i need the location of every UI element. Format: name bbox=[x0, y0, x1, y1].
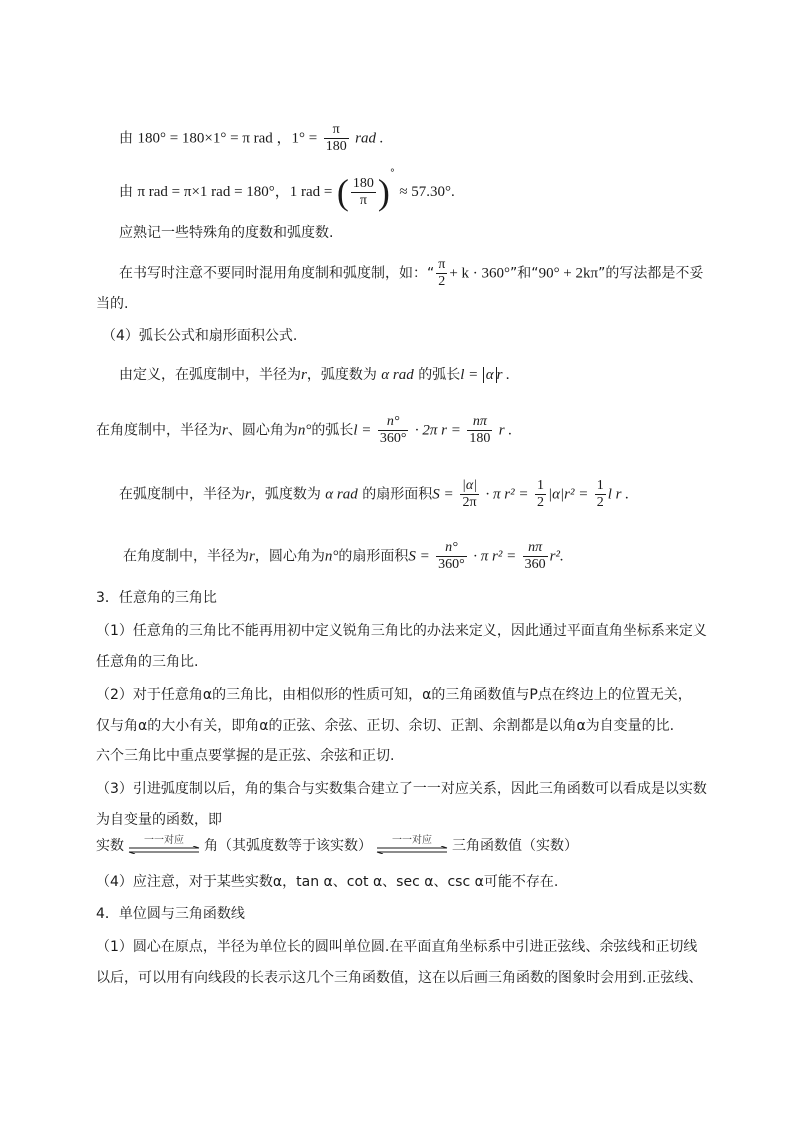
text: 由 bbox=[119, 130, 133, 147]
fraction: $\frac{n^\circ}{360^\circ}$ bbox=[438, 540, 465, 572]
paragraph-text: 以后，可以用有向线段的长表示这几个三角函数值，这在以后画三角函数的图象时会用到.正弦线、 bbox=[96, 970, 703, 986]
fraction: $\frac{n\pi}{180}$ bbox=[469, 414, 491, 446]
fraction: $\frac{n^\circ}{360^\circ}$ bbox=[379, 414, 407, 446]
fraction: $\frac{1}{2}$ bbox=[536, 478, 544, 510]
paragraph-text: （1）任意角的三角比不能再用初中定义锐角三角比的办法来定义，因此通过平面直角坐标系来定义 bbox=[96, 623, 707, 639]
formula-arc-length-radian: 由定义，在弧度制中，半径为r，弧度数为 α rad 的弧长l = α r . bbox=[119, 367, 510, 383]
paren-close: ) bbox=[377, 172, 390, 212]
paragraph-text: 应熟记一些特殊角的度数和弧度数. bbox=[119, 225, 334, 241]
paragraph-text: （4）应注意，对于某些实数α，tan α、cot α、sec α、csc α可能不存在. bbox=[96, 874, 559, 890]
fraction: $\frac{|\alpha|}{2\pi}$ bbox=[462, 478, 478, 510]
fraction: $\frac{180}{\pi}$ bbox=[352, 175, 374, 208]
paragraph-text: 为自变量的函数，即 bbox=[96, 812, 222, 828]
formula-arc-length-degree: 在角度制中，半径为r、圆心角为n°的弧长l = $\frac{n^\circ}{360^\circ}$ · 2π r = $\frac{n\pi}{180}$ r . bbox=[96, 414, 513, 446]
paragraph-text: 在书写时注意不要同时混用角度制和弧度制，如：“ $\frac{\pi}{2}$ + k · 360°”和“90° + 2kπ”的写法都是不妥 bbox=[119, 257, 704, 289]
paren-open: ( bbox=[336, 172, 349, 212]
section-heading: （4）弧长公式和扇形面积公式. bbox=[102, 328, 298, 344]
formula-text: rad . bbox=[355, 130, 384, 147]
section-heading: 4．单位圆与三角函数线 bbox=[96, 906, 245, 922]
paragraph-text: 六个三角比中重点要掌握的是正弦、余弦和正切. bbox=[96, 748, 395, 764]
formula-degree-to-radian bbox=[119, 122, 384, 155]
paragraph-text: （1）圆心在原点，半径为单位长的圆叫单位圆.在平面直角坐标系中引进正弦线、余弦线和正切线 bbox=[96, 939, 698, 955]
formula-text: 180° = 180×1° = π rad ，1° = bbox=[137, 130, 318, 147]
mapping-diagram: 实数 一一对应 角（其弧度数等于该实数） 一一对应 三角函数值（实数） bbox=[96, 834, 578, 854]
paragraph-text: 任意角的三角比. bbox=[96, 654, 199, 670]
fraction: $\frac{\pi}{180}$ bbox=[325, 122, 347, 154]
degree-sign: ° bbox=[389, 168, 395, 180]
formula-text: ≈ 57.30°. bbox=[399, 184, 455, 200]
paragraph-text: （3）引进弧度制以后，角的集合与实数集合建立了一一对应关系，因此三角函数可以看成是以实数 bbox=[96, 781, 707, 797]
fraction: $\frac{\pi}{2}$ bbox=[438, 257, 446, 289]
formula-sector-area-radian: 在弧度制中，半径为r，弧度数为 α rad 的扇形面积S = $\frac{|\alpha|}{2\pi}$ · π r² = $\frac{1}{2}$ |α|r² = $\frac{1}{2}$ l r . bbox=[119, 478, 630, 510]
formula-sector-area-degree: 在角度制中，半径为r，圆心角为n°的扇形面积S = $\frac{n^\circ}{360^\circ}$ · π r² = $\frac{n\pi}{360}$ r². bbox=[123, 540, 564, 572]
fraction: $\frac{1}{2}$ bbox=[596, 478, 604, 510]
paragraph-text: 仅与角α的大小有关，即角α的正弦、余弦、正切、余切、正割、余割都是以角α为自变量的比. bbox=[96, 718, 675, 734]
section-heading: 3．任意角的三角比 bbox=[96, 590, 217, 606]
formula-radian-to-degree bbox=[119, 168, 455, 212]
fraction: $\frac{n\pi}{360}$ bbox=[524, 540, 546, 572]
paragraph-text: （2）对于任意角α的三角比，由相似形的性质可知，α的三角函数值与P点在终边上的位置无关， bbox=[96, 687, 692, 703]
formula-text: π rad = π×1 rad = 180°，1 rad = bbox=[137, 184, 333, 200]
bidirectional-arrow: 一一对应 bbox=[375, 835, 449, 854]
bidirectional-arrow: 一一对应 bbox=[127, 835, 201, 854]
paragraph-text: 当的. bbox=[96, 296, 129, 312]
text: 由 bbox=[119, 184, 133, 200]
